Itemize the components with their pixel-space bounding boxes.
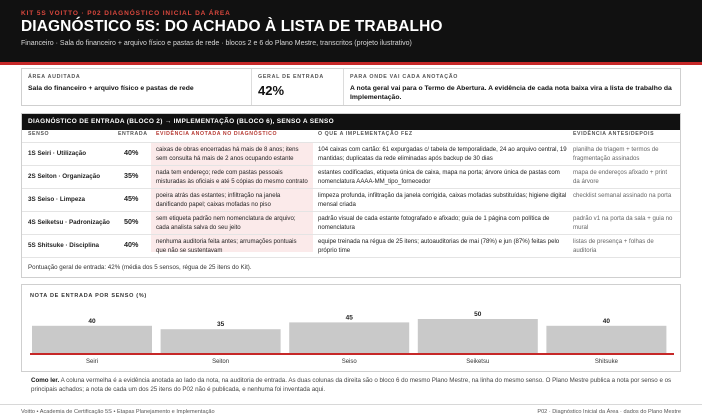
area-cell <box>22 69 251 105</box>
column-header-entrada: ENTRADA <box>118 131 148 137</box>
page-header <box>0 0 702 62</box>
before-after-text: mapa de endereços afixado + print da árvore <box>573 169 668 185</box>
category-label: Shitsuke <box>594 359 618 365</box>
bar-value-label: 50 <box>474 311 482 318</box>
implementation-text: estantes codificadas, etiqueta única de caixa, mapa na porta; árvore única de pastas com nomenclatura AAAA-MM_tipo_fornecedor <box>318 169 560 185</box>
destination-cell <box>343 69 680 105</box>
destination-label: PARA ONDE VAI CADA ANOTAÇÃO <box>350 74 459 80</box>
bar-seiketsu <box>418 319 538 353</box>
chart-canvas <box>22 285 682 373</box>
bar-seiri <box>32 326 152 353</box>
area-label: ÁREA AUDITADA <box>28 74 81 80</box>
footer-right: P02 · Diagnóstico Inicial da Área · dados do Plano Mestre <box>537 409 681 415</box>
table-row <box>22 211 680 234</box>
senso-name: 2S Seiton · Organização <box>28 173 101 180</box>
bar-seiton <box>161 329 281 353</box>
table-row <box>22 142 680 165</box>
table-row <box>22 165 680 188</box>
footer-left: Voitto • Academia de Certificação 5S • Etapas Planejamento e Implementação <box>21 409 215 415</box>
senso-table <box>21 113 681 278</box>
bar-value-label: 40 <box>602 317 611 325</box>
area-value: Sala do financeiro + arquivo físico e pastas de rede <box>28 85 194 92</box>
reading-guide <box>31 376 681 394</box>
column-header-antes-depois: EVIDÊNCIA ANTES/DEPOIS <box>573 131 655 137</box>
destination-value: A nota geral vai para o Termo de Abertura. A evidência de cada nota baixa vira a lista de trabalho da Implementação. <box>350 85 672 101</box>
evidence-text: sem etiqueta padrão nem nomenclatura de arquivo; cada analista salva do seu jeito <box>156 215 296 231</box>
bar-value-label: 40 <box>88 317 96 325</box>
score-value: 42% <box>258 83 285 98</box>
table-title: DIAGNÓSTICO DE ENTRADA (BLOCO 2) → IMPLEMENTAÇÃO (BLOCO 6), SENSO A SENSO <box>22 114 680 130</box>
before-after-text: listas de presença + folhas de auditoria <box>573 238 654 254</box>
score-cell <box>251 69 343 105</box>
eyebrow-text: KIT 5S VOITTO · P02 DIAGNÓSTICO INICIAL DA ÁREA <box>21 10 231 17</box>
column-header-senso: SENSO <box>28 131 50 137</box>
bar-shitsuke <box>546 326 666 353</box>
senso-name: 1S Seiri · Utilização <box>28 150 87 157</box>
table-note: Pontuação geral de entrada: 42% (média dos 5 sensos, régua de 25 itens do Kit). <box>28 264 252 271</box>
implementation-text: 104 caixas com cartão: 61 expurgadas c/ tabela de temporalidade, 24 ao arquivo central, 19 mantidas; duplicatas da rede eliminadas após backup de 30 dias <box>318 146 567 162</box>
before-after-text: checklist semanal assinado na porta <box>573 192 672 199</box>
entry-score-chart <box>21 284 681 372</box>
score-label: GERAL DE ENTRADA <box>258 74 324 80</box>
category-label: Seiri <box>85 359 99 365</box>
page-title: DIAGNÓSTICO 5S: DO ACHADO À LISTA DE TRABALHO <box>21 18 443 35</box>
reading-guide-label: Como ler. <box>31 377 60 384</box>
senso-name: 4S Seiketsu · Padronização <box>28 219 110 226</box>
before-after-text: planilha de triagem + termos de fragmentação assinados <box>573 146 659 162</box>
page-subtitle: Financeiro · Sala do financeiro + arquivo físico e pastas de rede · blocos 2 e 6 do Plano Mestre, transcritos (projeto ilustrativo) <box>21 40 412 47</box>
page-footer <box>0 404 702 418</box>
evidence-text: caixas de obras encerradas há mais de 8 anos; itens sem consulta há mais de 2 anos ocupando estante <box>156 146 299 162</box>
implementation-text: padrão visual de cada estante fotografado e afixado; guia de 1 página com política de nomenclatura <box>318 215 550 231</box>
table-row <box>22 234 680 257</box>
bar-seiso <box>289 322 409 353</box>
chart-title: NOTA DE ENTRADA POR SENSO (%) <box>30 293 147 299</box>
before-after-text: padrão v1 na porta da sala + guia no mural <box>573 215 673 231</box>
bar-value-label: 45 <box>345 314 353 322</box>
category-label: Seiketsu <box>466 359 490 365</box>
implementation-text: limpeza profunda, infiltração da janela corrigida, caixas mofadas substituídas; higiene digital mensal criada <box>318 192 567 208</box>
column-header-implementacao: O QUE A IMPLEMENTAÇÃO FEZ <box>318 131 413 137</box>
category-label: Seiton <box>212 359 230 365</box>
senso-score: 40% <box>124 148 139 157</box>
senso-score: 45% <box>124 194 139 203</box>
senso-score: 35% <box>124 171 139 180</box>
senso-name: 5S Shitsuke · Disciplina <box>28 242 100 249</box>
evidence-text: nenhuma auditoria feita antes; arrumações pontuais que não se sustentavam <box>156 238 297 254</box>
evidence-text: poeira atrás das estantes; infiltração na janela danificando papel; caixas mofadas no piso <box>156 192 281 208</box>
info-panel <box>21 68 681 106</box>
senso-score: 50% <box>124 217 139 226</box>
bar-value-label: 35 <box>216 321 225 329</box>
category-label: Seiso <box>341 359 357 365</box>
senso-score: 40% <box>124 240 139 249</box>
evidence-text: nada tem endereço; rede com pastas pessoais misturadas às oficiais e até 5 cópias do mesmo contrato <box>156 169 308 185</box>
reading-guide-text: A coluna vermelha é a evidência anotada ao lado da nota, na auditoria de entrada. As duas colunas da direita são o bloco 6 do mesmo Plano Mestre, na linha do mesmo senso. O Plano Mestre publica a nota por senso e os principais achados; a nota de cada um dos 25 itens do P02 não é publicada, e nenhuma foi inventada aqui. <box>31 377 672 393</box>
accent-divider <box>0 62 702 65</box>
implementation-text: equipe treinada na régua de 25 itens; autoauditorias de mai (78%) e jun (87%) feitas pelo próprio time <box>318 238 560 254</box>
senso-name: 3S Seiso · Limpeza <box>28 196 86 203</box>
column-header-evidencia: EVIDÊNCIA ANOTADA NO DIAGNÓSTICO <box>156 131 278 137</box>
table-row <box>22 188 680 211</box>
